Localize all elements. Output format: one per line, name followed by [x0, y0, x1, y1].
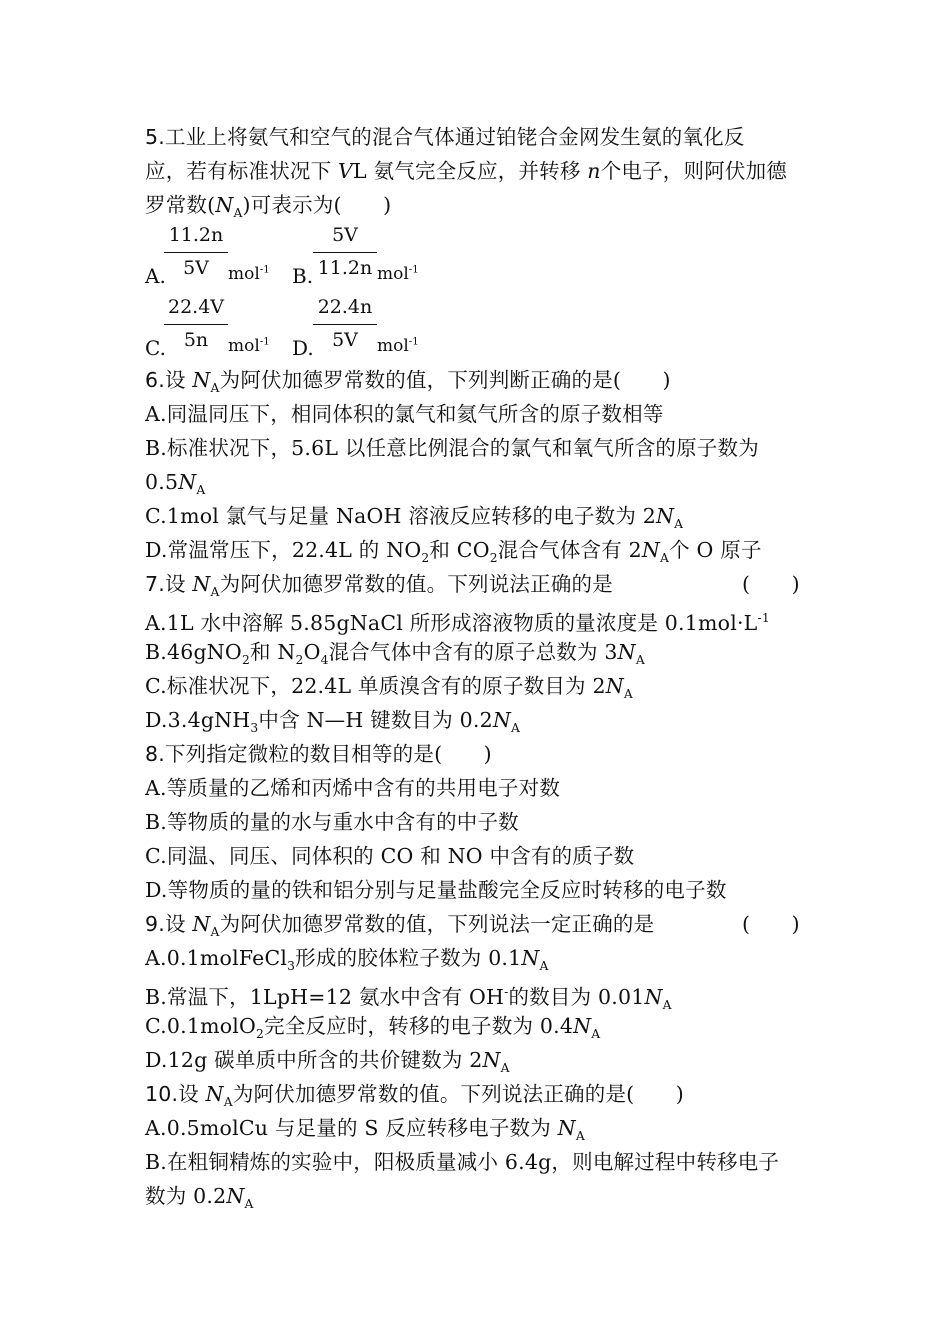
q7-answer-paren: ( ) [742, 572, 800, 596]
q8-option-d: D.等物质的量的铁和铝分别与足量盐酸完全反应时转移的电子数 [145, 878, 727, 902]
q9-option-c: C.0.1molO$_2$完全反应时，转移的电子数为 $0.4N_A$ [145, 1014, 601, 1042]
q10-option-b-line-2: 数为 $0.2N_A$ [145, 1184, 254, 1212]
q9-answer-paren: ( ) [742, 912, 800, 936]
q7-option-a: A.1L 水中溶解 5.85gNaCl 所形成溶液物质的量浓度是 $0.1mol\cdot L^{-1}$ [145, 610, 770, 635]
q7-stem: 7.设 $N_A$为阿伏加德罗常数的值。下列说法正确的是 [145, 572, 613, 600]
q6-option-b-line-1: B.标准状况下，5.6L 以任意比例混合的氯气和氧气所含的原子数为 [145, 436, 759, 460]
q5-line-2: 应，若有标准状况下 VL 氨气完全反应，并转移 n个电子，则阿伏加德 [145, 159, 788, 183]
q7-option-b: B.46gNO$_2$和 $N_2O_4$混合气体中含有的原子总数为 $3N_A$ [145, 640, 645, 668]
q8-option-c: C.同温、同压、同体积的 CO 和 NO 中含有的质子数 [145, 844, 635, 868]
q9-option-d: D.12g 碳单质中所含的共价键数为 $2N_A$ [145, 1048, 510, 1076]
q5-option-d-label: D. [292, 336, 314, 360]
q6-option-a: A.同温同压下，相同体积的氯气和氦气所含的原子数相等 [145, 402, 664, 426]
q7-option-d: D.3.4gNH$_3$中含 N—H 键数目为 $0.2N_A$ [145, 708, 521, 736]
q6-option-b-line-2: $0.5N_A$ [145, 470, 206, 498]
q8-option-a: A.等质量的乙烯和丙烯中含有的共用电子对数 [145, 776, 561, 800]
q5-option-c-label: C. [145, 336, 166, 360]
q6-option-c: C.1mol 氯气与足量 NaOH 溶液反应转移的电子数为 $2N_A$ [145, 504, 684, 532]
q5-option-b-label: B. [292, 264, 314, 288]
q9-stem: 9.设 $N_A$为阿伏加德罗常数的值，下列说法一定正确的是 [145, 912, 655, 940]
q10-stem: 10.设 $N_A$为阿伏加德罗常数的值。下列说法正确的是( ) [145, 1082, 684, 1110]
q6-stem: 6.设 $N_A$为阿伏加德罗常数的值，下列判断正确的是( ) [145, 368, 671, 396]
q5-option-a-unit: mol$^{-1}$ [228, 264, 270, 284]
q5-option-d-unit: mol$^{-1}$ [377, 336, 419, 356]
q9-option-a: A.0.1molFeCl$_3$形成的胶体粒子数为 $0.1N_A$ [145, 946, 549, 974]
q9-option-b: B.常温下，1LpH=12 氨水中含有 OH-的数目为 $0.01N_A$ [145, 984, 672, 1012]
q5-line-1: 5.工业上将氨气和空气的混合气体通过铂铑合金网发生氨的氧化反 [145, 125, 745, 149]
q8-stem: 8.下列指定微粒的数目相等的是( ) [145, 742, 492, 766]
q8-option-b: B.等物质的量的水与重水中含有的中子数 [145, 810, 519, 834]
q5-line-3: 罗常数$(N_A)$可表示为( ) [145, 193, 392, 221]
q10-option-b-line-1: B.在粗铜精炼的实验中，阳极质量减小 6.4g，则电解过程中转移电子 [145, 1150, 780, 1174]
q5-option-b-unit: mol$^{-1}$ [377, 264, 419, 284]
q6-option-d: D.常温常压下，22.4L 的 $NO_2$和 $CO_2$混合气体含有 $2N_A$个 O 原子 [145, 538, 762, 566]
q5-option-c-unit: mol$^{-1}$ [228, 336, 270, 356]
q7-option-c: C.标准状况下，22.4L 单质溴含有的原子数目为 $2N_A$ [145, 674, 633, 702]
q5-option-a-label: A. [145, 264, 166, 288]
q5-number: 5. [145, 125, 165, 149]
q10-option-a: A.0.5molCu 与足量的 S 反应转移电子数为 $N_A$ [145, 1116, 585, 1144]
document-page: 5.工业上将氨气和空气的混合气体通过铂铑合金网发生氨的氧化反 应，若有标准状况下 VL 氨气完全反应，并转移 n个电子，则阿伏加德 罗常数$(N_A)$可表示为( ) 11.2n 5V A. mol$^{-1}$ 5V 11.2n B. mol$^{-1}$ 22.4V 5n C. mol$^{-1}$ 22.4n 5V D. mol$^{-1}$ 6.设 $N_A$为阿伏加德罗常数的值，下列判断正确的是( ) A.同温同压下，相同体积的氯气和氦气所含的原子数相等 B.标准状况下，5.6L 以任意比例混合的氯气和氧气所含的原子数为 $0.5N_A$ C.1mol 氯气与足量 NaOH 溶液反应转移的电子数为 $2N_A$ D.常温常压下，22.4L 的 $NO_2$和 $CO_2$混合气体含有 $2N_A$个 O 原子 7.设 $N_A$为阿伏加德罗常数的值。下列说法正确的是 ( ) A.1L 水中溶解 5.85gNaCl 所形成溶液物质的量浓度是 $0.1mol\cdot L^{-1}$ B.46gNO$_2$和 $N_2O_4$混合气体中含有的原子总数为 $3N_A$ C.标准状况下，22.4L 单质溴含有的原子数目为 $2N_A$ D.3.4gNH$_3$中含 N—H 键数目为 $0.2N_A$ 8.下列指定微粒的数目相等的是( ) A.等质量的乙烯和丙烯中含有的共用电子对数 B.等物质的量的水与重水中含有的中子数 C.同温、同压、同体积的 CO 和 NO 中含有的质子数 D.等物质的量的铁和铝分别与足量盐酸完全反应时转移的电子数 9.设 $N_A$为阿伏加德罗常数的值，下列说法一定正确的是 ( ) A.0.1molFeCl$_3$形成的胶体粒子数为 $0.1N_A$ B.常温下，1LpH=12 氨水中含有 OH-的数目为 $0.01N_A$ C.0.1molO$_2$完全反应时，转移的电子数为 $0.4N_A$ D.12g 碳单质中所含的共价键数为 $2N_A$ 10.设 $N_A$为阿伏加德罗常数的值。下列说法正确的是( ) A.0.5molCu 与足量的 S 反应转移电子数为 $N_A$ B.在粗铜精炼的实验中，阳极质量减小 6.4g，则电解过程中转移电子 数为 $0.2N_A$ [0, 0, 950, 1344]
